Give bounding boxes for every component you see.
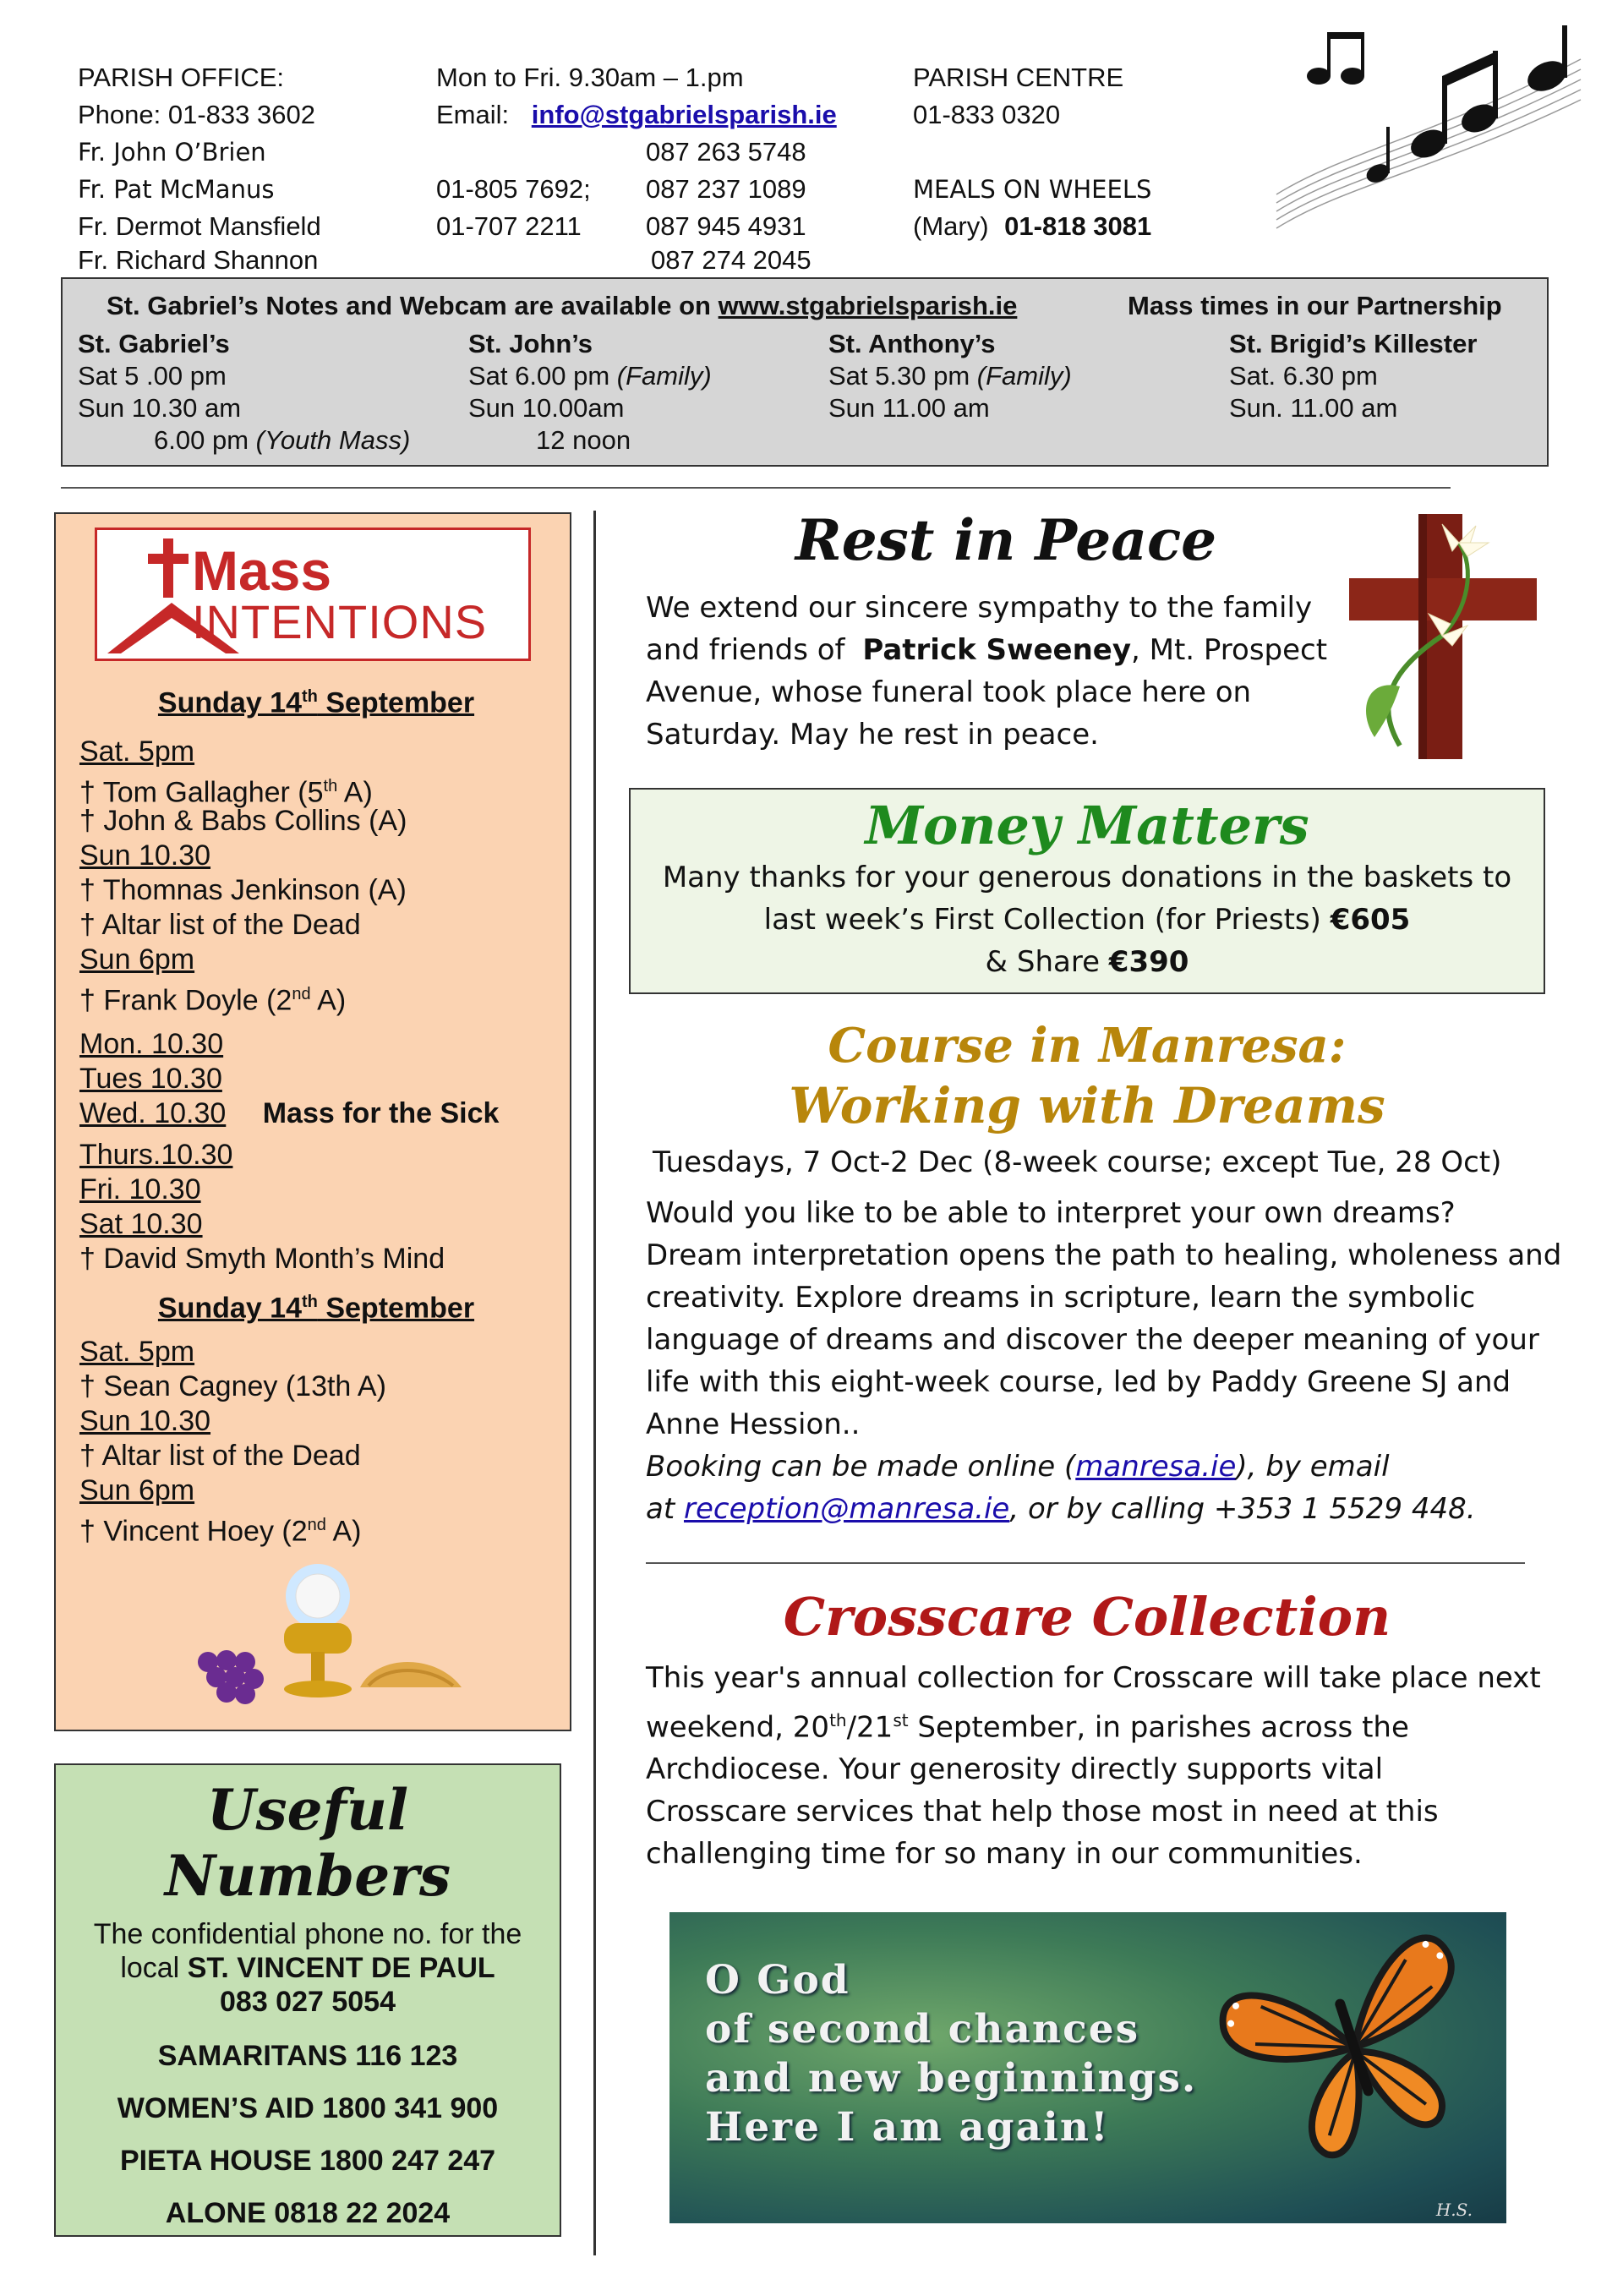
priest-name: Fr. Richard Shannon	[78, 245, 319, 275]
extra-time-note: (Youth Mass)	[255, 425, 411, 455]
intention-item: † John & Babs Collins (A)	[79, 805, 407, 837]
alone-number: ALONE 0818 22 2024	[165, 2197, 451, 2229]
time-slot: Sun 10.30	[79, 1405, 211, 1437]
column-divider	[593, 511, 596, 2255]
crosscare-line: This year's annual collection for Crosscare will take place next	[646, 1661, 1541, 1695]
banner-line: of second chances	[705, 2006, 1140, 2053]
booking-line	[646, 1446, 1542, 1488]
crosscare-line: Crosscare services that help those most in need at this	[646, 1795, 1439, 1829]
money-matters-box	[629, 788, 1545, 994]
eucharist-illustration	[157, 1561, 478, 1713]
church-name: St. Anthony’s	[828, 329, 996, 358]
office-label: PARISH OFFICE:	[78, 63, 285, 92]
time-slot: Sun 6pm	[79, 943, 195, 976]
section-divider	[646, 1562, 1525, 1564]
manresa-site-link[interactable]: manresa.ie	[1075, 1450, 1237, 1484]
meals-line	[913, 208, 1151, 245]
deceased-name: Patrick Sweeney	[862, 633, 1131, 667]
manresa-line: language of dreams and discover the deeper meaning of your	[646, 1323, 1539, 1357]
collection-amount: €605	[1330, 903, 1411, 937]
pieta-house-number: PIETA HOUSE 1800 247 247	[119, 2145, 496, 2177]
church-name: St. Gabriel’s	[78, 329, 230, 358]
money-line	[631, 941, 1544, 983]
svp-phone: 083 027 5054	[220, 1986, 396, 2018]
website-link[interactable]: www.stgabrielsparish.ie	[718, 291, 1018, 320]
office-hours: Mon to Fri. 9.30am – 1.pm	[436, 63, 744, 92]
centre-label: PARISH CENTRE	[913, 63, 1124, 92]
mobile-phone: 087 274 2045	[651, 245, 812, 275]
header-divider	[61, 487, 1451, 489]
church-st-anthonys	[828, 328, 1072, 424]
share-amount: €390	[1108, 945, 1189, 979]
second-chances-banner	[669, 1912, 1506, 2223]
crosscare-line: weekend, 20th/21st September, in parishes across the	[646, 1710, 1409, 1745]
sat-time	[828, 360, 1072, 392]
manresa-line: Dream interpretation opens the path to healing, wholeness and	[646, 1238, 1562, 1272]
rip-text	[646, 587, 1339, 756]
banner-line: and new beginnings.	[705, 2055, 1198, 2102]
crosscare-body	[646, 1657, 1550, 1875]
rip-text-b: , Mt. Prospect	[1131, 633, 1328, 667]
time-slot: Sat. 5pm	[79, 1336, 195, 1368]
manresa-line: Would you like to be able to interpret your own dreams?	[646, 1196, 1456, 1230]
manresa-line: life with this eight-week course, led by Paddy Greene SJ and	[646, 1365, 1511, 1399]
rip-line: Avenue, whose funeral took place here on	[646, 675, 1252, 709]
banner-signature: H.S.	[1435, 2200, 1473, 2220]
phone-a: 01-707 2211	[436, 211, 582, 241]
crosscare-line: challenging time for so many in our communities.	[646, 1837, 1363, 1872]
sun-time: Sun. 11.00 am	[1229, 393, 1398, 423]
header-col-centre	[913, 59, 1151, 245]
time-slot: Sun 6pm	[79, 1474, 195, 1506]
email-line	[436, 96, 837, 134]
manresa-title-line2: Working with Dreams	[789, 1077, 1385, 1134]
sat-time-note: (Family)	[616, 361, 712, 391]
banner-text	[705, 1956, 1197, 2152]
intentions-list	[79, 680, 553, 1548]
svp-prefix: local	[120, 1952, 180, 1984]
intentions-heading: Sunday 14th September	[157, 686, 475, 719]
time-slot: Fri. 10.30	[79, 1173, 201, 1205]
email-label: Email:	[436, 100, 510, 129]
intention-item: † David Smyth Month’s Mind	[79, 1243, 445, 1275]
centre-phone: 01-833 0320	[913, 100, 1061, 129]
butterfly-icon	[1210, 1921, 1498, 2174]
logo-text-intentions: INTENTIONS	[192, 595, 488, 648]
manresa-body	[646, 1192, 1562, 1530]
womens-aid-number: WOMEN’S AID 1800 341 900	[117, 2092, 499, 2124]
priest-name: Fr. John O’Brien	[78, 138, 266, 167]
mobile-phone: 087 237 1089	[646, 174, 806, 204]
mobile-phone: 087 945 4931	[646, 211, 806, 241]
booking-line	[646, 1488, 1542, 1530]
sun-time: Sun 10.00am	[468, 393, 625, 423]
svp-name: ST. VINCENT DE PAUL	[187, 1952, 495, 1984]
intention-item: † Sean Cagney (13th A)	[79, 1370, 386, 1402]
intention-item: † Frank Doyle (2nd A)	[79, 984, 347, 1017]
money-line: Many thanks for your generous donations in the baskets to	[662, 861, 1512, 894]
booking-text: ), by email	[1236, 1450, 1390, 1484]
intentions-heading: Sunday 14th September	[157, 1292, 475, 1325]
manresa-dates: Tuesdays, 7 Oct-2 Dec (8-week course; except Tue, 28 Oct)	[653, 1145, 1502, 1179]
intention-item: † Vincent Hoey (2nd A)	[79, 1515, 362, 1548]
sat-time: Sat. 6.30 pm	[1229, 361, 1378, 391]
crosscare-line: Archdiocese. Your generosity directly supports vital	[646, 1752, 1384, 1787]
priest-name: Fr. Pat McManus	[78, 175, 275, 204]
church-name: St. John’s	[468, 329, 593, 358]
music-notes-illustration	[1268, 25, 1589, 245]
mass-intentions-panel	[54, 512, 571, 1731]
phone-a: 01-805 7692;	[436, 174, 591, 204]
notes-text: St. Gabriel’s Notes and Webcam are available on	[107, 291, 711, 320]
intention-item: † Tom Gallagher (5th A)	[79, 776, 373, 809]
partnership-heading: Mass times in our Partnership	[1128, 291, 1502, 320]
money-line	[631, 899, 1544, 941]
intention-item: † Altar list of the Dead	[79, 1440, 361, 1472]
rip-line: Saturday. May he rest in peace.	[646, 718, 1099, 752]
intention-item: † Thomnas Jenkinson (A)	[79, 874, 407, 906]
extra-time: 12 noon	[536, 425, 631, 455]
time-slot: Sat. 5pm	[79, 735, 195, 768]
extra-time-value: 6.00 pm	[154, 425, 249, 455]
meals-name: (Mary)	[913, 211, 989, 241]
booking-text: at	[646, 1492, 675, 1526]
svp-line	[56, 1951, 560, 1985]
time-slot-wed	[79, 1096, 553, 1131]
extra-time	[78, 424, 410, 456]
logo-text-mass: Mass	[192, 539, 332, 602]
banner-line: O God	[705, 1957, 850, 2004]
share-text: & Share	[985, 945, 1100, 979]
time-slot: Wed. 10.30	[79, 1097, 227, 1129]
banner-line: Here I am again!	[705, 2104, 1110, 2151]
time-slot: Sun 10.30	[79, 839, 211, 872]
samaritans-number: SAMARITANS 116 123	[157, 2040, 458, 2072]
useful-numbers-panel	[54, 1763, 561, 2237]
mass-for-sick: Mass for the Sick	[262, 1097, 500, 1129]
booking-text: Booking can be made online (	[646, 1450, 1076, 1484]
rip-title: Rest in Peace	[795, 507, 1217, 573]
mass-intentions-logo	[95, 528, 531, 661]
time-slot: Thurs.10.30	[79, 1139, 233, 1171]
rip-line	[646, 629, 1339, 671]
mobile-phone: 087 263 5748	[646, 137, 806, 167]
header-col-mobiles	[646, 134, 812, 276]
church-name: St. Brigid’s Killester	[1229, 329, 1478, 358]
email-link[interactable]: info@stgabrielsparish.ie	[531, 100, 837, 129]
manresa-line: Anne Hession..	[646, 1408, 861, 1441]
mass-times-box	[61, 277, 1549, 467]
manresa-title-line1: Course in Manresa:	[828, 1018, 1347, 1074]
sun-time: Sun 10.30 am	[78, 393, 242, 423]
time-slot: Mon. 10.30	[79, 1028, 224, 1060]
church-st-brigids	[1229, 328, 1477, 424]
sat-time: Sat 5 .00 pm	[78, 361, 227, 391]
cross-with-lilies-illustration	[1341, 509, 1552, 763]
svp-intro: The confidential phone no. for the	[93, 1918, 522, 1950]
rip-text-a: and friends of	[646, 633, 845, 667]
intention-item: † Altar list of the Dead	[79, 909, 361, 941]
manresa-line: creativity. Explore dreams in scripture, learn the symbolic	[646, 1281, 1476, 1315]
church-st-johns	[468, 328, 712, 456]
time-slot: Tues 10.30	[79, 1063, 222, 1095]
useful-numbers-title: Useful Numbers	[164, 1777, 451, 1909]
crosscare-title: Crosscare Collection	[783, 1586, 1391, 1648]
sat-time-value: Sat 5.30 pm	[828, 361, 970, 391]
booking-text: , or by calling +353 1 5529 448.	[1009, 1492, 1476, 1526]
sat-time-note: (Family)	[976, 361, 1072, 391]
church-st-gabriels	[78, 328, 410, 456]
priest-name: Fr. Dermot Mansfield	[78, 211, 321, 241]
meals-phone: 01-818 3081	[1004, 211, 1152, 241]
time-slot: Sat 10.30	[79, 1208, 203, 1240]
money-matters-title: Money Matters	[865, 795, 1309, 856]
meals-label: MEALS ON WHEELS	[913, 175, 1152, 204]
header-col-office	[78, 59, 321, 276]
sat-time	[468, 360, 712, 392]
notes-line	[107, 291, 1017, 321]
collection-text: last week’s First Collection (for Priests)	[763, 903, 1321, 937]
manresa-email-link[interactable]: reception@manresa.ie	[683, 1492, 1010, 1526]
rip-line: We extend our sincere sympathy to the family	[646, 591, 1313, 625]
sat-time-value: Sat 6.00 pm	[468, 361, 610, 391]
office-phone: Phone: 01-833 3602	[78, 100, 315, 129]
sun-time: Sun 11.00 am	[828, 393, 990, 423]
